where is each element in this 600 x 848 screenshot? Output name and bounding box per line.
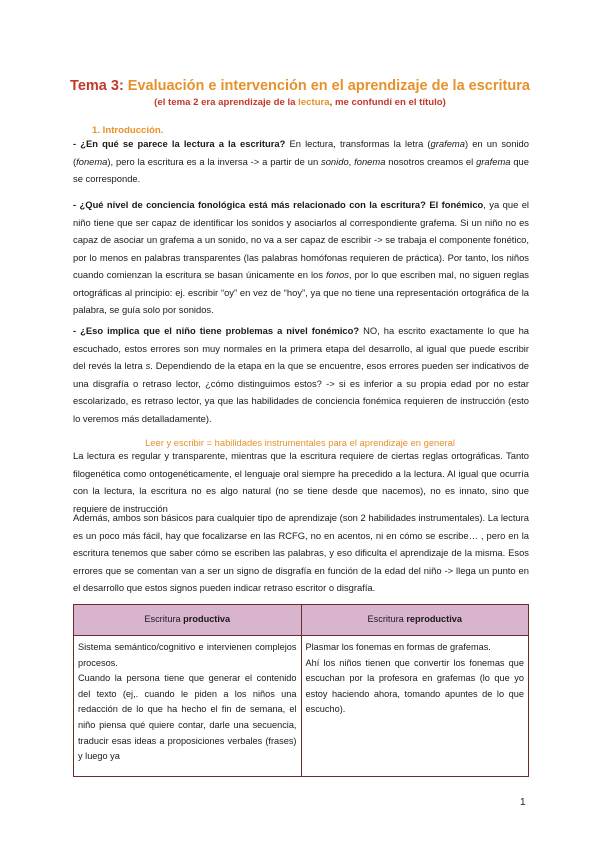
paragraph-lectura-escritura bbox=[73, 135, 529, 188]
italic-term: sonido bbox=[321, 155, 349, 167]
paragraph-text: nosotros creamos el bbox=[385, 155, 477, 167]
subtitle-highlight: lectura bbox=[298, 97, 330, 108]
page-number: 1 bbox=[520, 797, 526, 808]
cell-line: Ahí los niños tienen que convertir los fonemas que escuchan por la profesora en grafemas (lo que yo estoy haciendo ahora, tomando apuntes de lo que escucho). bbox=[305, 657, 524, 715]
title-number: Tema 3: bbox=[70, 78, 124, 94]
page-subtitle bbox=[0, 97, 600, 108]
paragraph-problemas-fonemico bbox=[73, 322, 529, 427]
paragraph-text: ), pero la escritura es a la inversa -> a partir de un bbox=[107, 155, 322, 167]
italic-term: grafema bbox=[430, 138, 465, 149]
section-heading-introduccion: 1. Introducción. bbox=[92, 125, 164, 136]
title-text: Evaluación e intervención en el aprendizaje de la escritura bbox=[123, 78, 530, 94]
question-text: - ¿Qué nivel de conciencia fonológica está más relacionado con la escritura? bbox=[73, 199, 426, 210]
header-text: Escritura bbox=[367, 614, 407, 625]
comparison-table bbox=[73, 604, 529, 777]
paragraph-text: , bbox=[348, 155, 355, 167]
italic-term: fonos bbox=[325, 269, 349, 280]
header-text: Escritura bbox=[144, 614, 184, 625]
header-bold: reproductiva bbox=[406, 614, 462, 625]
cell-line: Plasmar los fonemas en formas de grafemas. bbox=[305, 642, 491, 652]
subtitle-post: , me confundí en el título) bbox=[329, 97, 446, 108]
page-title bbox=[0, 78, 600, 94]
paragraph-text: , ya que el niño tiene que ser capaz de identificar los sonidos y asociarlos al correspondiente grafema. Si un niño no es capaz de asociar un grafema a un sonido, no va a ser capaz de escribir -> se trabaja el componente fonético, por lo menos en palabras transparentes (las palabras homófonas requieren de práctica). Por tanto, los niños cuando comienzan la escritura se basan únicamente en los bbox=[73, 199, 530, 280]
cell-line: Sistema semántico/cognitivo e intervienen complejos procesos. bbox=[78, 642, 297, 668]
subheading-habilidades-instrumentales: Leer y escribir = habilidades instrumentales para el aprendizaje en general bbox=[145, 437, 455, 448]
table-cell-productiva bbox=[74, 636, 302, 777]
table-row bbox=[74, 636, 529, 777]
header-bold: productiva bbox=[183, 614, 231, 625]
paragraph-text: , por lo que escriben mal, no siguen reglas ortográficas al principio: ej. escribir “oy” en vez de “hoy”, ya que no tiene una representación ortográfica de la palabra, se guía solo por sonidos. bbox=[73, 269, 529, 315]
italic-term: fonema bbox=[76, 155, 108, 167]
paragraph-ademas: Además, ambos son básicos para cualquier tipo de aprendizaje (son 2 habilidades instrumentales). La lectura es un poco más fácil, hay que focalizarse en las RCFG, no en acentos, ni en cómo se escribe… , pero en la escritura tenemos que saber cómo se escriben las palabras, y eso dificulta el aprendizaje de la misma. Esos errores que se comentan van a ser un signo de disgrafía en función de la edad del niño -> llega un punto en el desarrollo que estos signos pueden indicar retraso escritor o disgrafía. bbox=[73, 512, 529, 593]
question-text: - ¿En qué se parece la lectura a la escritura? bbox=[73, 138, 286, 149]
table-header-reproductiva bbox=[301, 605, 529, 636]
cell-line: Cuando la persona tiene que generar el contenido del texto (ej,. cuando le piden a los niños una redacción de lo que ha hecho el fin de semana, el niño piensa qué quiere contar, darle una secuencia, traducir esas ideas a proposiciones verbales (frases) y luego ya bbox=[78, 673, 297, 762]
italic-term: grafema bbox=[476, 155, 511, 167]
italic-term: s bbox=[145, 360, 151, 371]
paragraph-text: En lectura, transformas la letra ( bbox=[285, 138, 431, 149]
italic-term: fonema bbox=[354, 155, 386, 167]
table-header-row bbox=[74, 605, 529, 636]
table-cell-reproductiva bbox=[301, 636, 529, 777]
paragraph-text: que se corresponde. bbox=[73, 155, 529, 184]
paragraph-text: . Dependiendo de la etapa en la que se encuentre, esos errores pueden ser indicativos de una disgrafía o retraso lector, ¿cómo distinguimos estos? -> si es inferior a su propia edad por no estar escolarizado, es retraso lector, ya que las habilidades de conciencia fonémica requieren de instrucción (esto lo veremos más detalladamente). bbox=[73, 360, 529, 424]
table-header-productiva bbox=[74, 605, 302, 636]
paragraph-text: ) en un sonido ( bbox=[73, 138, 529, 167]
paragraph-lectura-regular: La lectura es regular y transparente, mientras que la escritura requiere de ciertas reglas ortográficas. Tanto filogenética como ontogenéticamente, el lenguaje oral siempre ha precedido a la lectura. Al igual que ocurría con la lectura, la escritura no es algo natural (no se tiene desde que nacemos), no es innato, sino que requiere de instrucción bbox=[73, 450, 529, 514]
paragraph-text: NO, ha escrito exactamente lo que ha escuchado, estos errores son muy normales en la primera etapa del desarrollo, al igual que puede escribir del revés la letra bbox=[73, 325, 529, 371]
paragraph-conciencia-fonologica bbox=[73, 196, 529, 319]
subtitle-pre: (el tema 2 era aprendizaje de la bbox=[154, 97, 299, 108]
bold-term: El fonémico bbox=[429, 199, 484, 210]
question-text: - ¿Eso implica que el niño tiene problemas a nivel fonémico? bbox=[73, 325, 360, 336]
